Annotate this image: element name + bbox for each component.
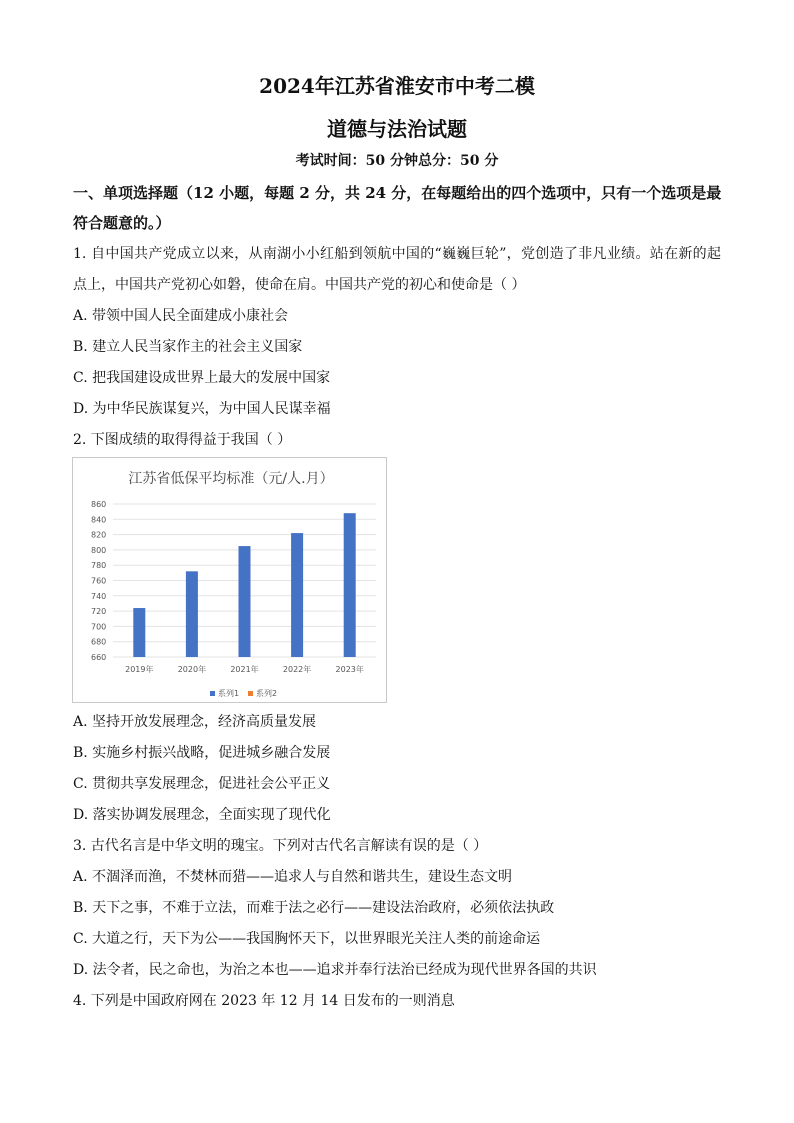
question-1-option-d: D. 为中华民族谋复兴，为中国人民谋幸福 [73,401,331,417]
question-1-stem: 1. 自中国共产党成立以来，从南湖小小红船到领航中国的“巍巍巨轮”，党创造了非凡业绩。站在新的起点上，中国共产党初心如磐，使命在肩。中国共产党的初心和使命是（ ） [73,246,721,293]
question-3-option-b: B. 天下之事，不难于立法，而难于法之必行——建设法治政府，必须依法执政 [73,900,555,916]
bar-2021年 [239,546,251,657]
x-tick-label: 2019年 [125,665,154,674]
question-1-option-a: A. 带领中国人民全面建成小康社会 [73,308,289,324]
question-2-option-c: C. 贯彻共享发展理念，促进社会公平正义 [73,776,331,792]
page-subtitle: 道德与法治试题 [327,117,467,141]
question-4-stem: 4. 下列是中国政府网在 2023 年 12 月 14 日发布的一则消息 [73,993,455,1009]
y-tick-label: 720 [91,607,107,617]
legend-label: 系列2 [256,689,278,698]
bar-chart [73,458,388,704]
question-2-option-b: B. 实施乡村振兴战略，促进城乡融合发展 [73,745,331,761]
x-tick-label: 2022年 [282,665,312,674]
question-3-option-c: C. 大道之行，天下为公——我国胸怀天下，以世界眼光关注人类的前途命运 [73,931,541,947]
question-1-option-c: C. 把我国建设成世界上最大的发展中国家 [73,370,331,386]
bar-2020年 [186,571,198,657]
y-tick-label: 660 [91,653,107,662]
y-tick-label: 760 [91,576,107,586]
y-tick-label: 820 [91,530,107,540]
y-tick-label: 680 [91,637,107,647]
y-tick-label: 740 [91,591,107,601]
bar-2022年 [291,533,303,657]
chart-title: 江苏省低保平均标准（元/人.月） [128,471,334,487]
legend-label: 系列1 [218,689,240,698]
question-2-stem: 2. 下图成绩的取得得益于我国（ ） [73,432,292,448]
y-tick-label: 840 [91,515,107,525]
question-3-option-d: D. 法令者，民之命也，为治之本也——追求并奉行法治已经成为现代世界各国的共识 [73,962,597,978]
y-tick-label: 780 [91,561,107,571]
question-1-option-b: B. 建立人民当家作主的社会主义国家 [73,339,303,355]
question-2-option-a: A. 坚持开放发展理念，经济高质量发展 [73,714,317,730]
x-tick-label: 2020年 [177,665,207,674]
question-3-option-a: A. 不涸泽而渔，不焚林而猎——追求人与自然和谐共生，建设生态文明 [73,869,513,885]
y-tick-label: 860 [91,500,107,509]
exam-info: 考试时间：50 分钟总分：50 分 [295,153,499,169]
x-tick-label: 2021年 [230,665,259,674]
legend-swatch [248,691,253,696]
y-tick-label: 700 [91,622,107,632]
bar-2023年 [344,513,356,657]
y-tick-label: 800 [91,545,107,555]
page-title: 2024年江苏省淮安市中考二模 [259,74,535,98]
bar-2019年 [133,608,145,657]
question-3-stem: 3. 古代名言是中华文明的瑰宝。下列对古代名言解读有误的是（ ） [73,838,488,854]
bar-chart-figure [72,457,387,703]
question-2-option-d: D. 落实协调发展理念，全面实现了现代化 [73,807,331,823]
legend-swatch [210,691,215,696]
section-heading: 一、单项选择题（12 小题，每题 2 分，共 24 分，在每题给出的四个选项中，只有一个选项是最符合题意的。） [73,184,722,232]
x-tick-label: 2023年 [335,665,364,674]
